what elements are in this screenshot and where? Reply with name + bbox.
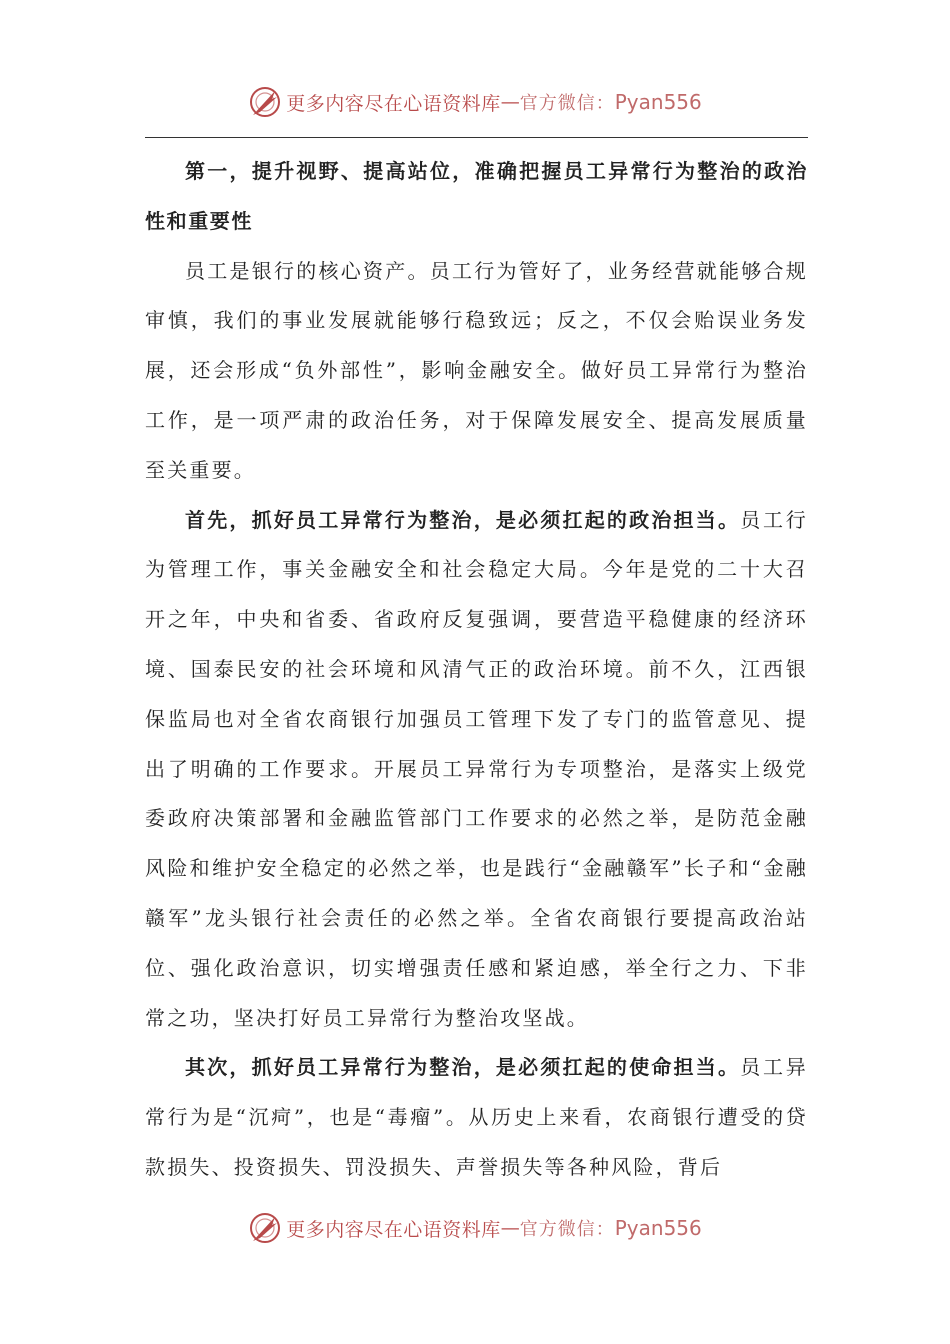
- paragraph-2-body: 员工行为管理工作，事关金融安全和社会稳定大局。今年是党的二十大召开之年，中央和省委、省政府反复强调，要营造平稳健康的经济环境、国泰民安的社会环境和风清气正的政治环境。前不久，江西银保监局也对全省农商银行加强员工管理下发了专门的监管意见、提出了明确的工作要求。开展员工异常行为专项整治，是落实上级党委政府决策部署和金融监管部门工作要求的必然之举，是防范金融风险和维护安全稳定的必然之举，也是践行“金融赣军”长子和“金融赣军”龙头银行社会责任的必然之举。全省农商银行要提高政治站位、强化政治意识，切实增强责任感和紧迫感，举全行之力、下非常之功，坚决打好员工异常行为整治攻坚战。: [145, 507, 809, 1030]
- paragraph-1: 员工是银行的核心资产。员工行为管好了，业务经营就能够合规审慎，我们的事业发展就能够行稳致远；反之，不仅会贻误业务发展，还会形成“负外部性”，影响金融安全。做好员工异常行为整治工作，是一项严肃的政治任务，对于保障发展安全、提高发展质量至关重要。: [145, 258, 808, 482]
- banner-wechat-label: 官方微信：: [519, 1219, 615, 1240]
- paragraph-2: [145, 496, 808, 1044]
- document-body: [145, 147, 808, 1193]
- paragraph-2-lead: 首先，抓好员工异常行为整治，是必须扛起的政治担当。: [185, 507, 741, 532]
- quill-logo-icon: [248, 1211, 282, 1245]
- banner-main-text: 更多内容尽在心语资料库: [286, 1218, 501, 1241]
- banner-separator: —: [500, 1217, 520, 1239]
- header-divider: [145, 137, 808, 138]
- banner-wechat-id: Pyan556: [614, 90, 702, 114]
- banner-wechat-id: Pyan556: [614, 1216, 702, 1240]
- paragraph-3: [145, 1043, 808, 1192]
- banner-wechat-label: 官方微信：: [519, 93, 615, 114]
- quill-logo-icon: [248, 85, 282, 119]
- banner-separator: —: [500, 91, 520, 113]
- banner-main-text: 更多内容尽在心语资料库: [286, 92, 501, 115]
- section-heading: 第一，提升视野、提高站位，准确把握员工异常行为整治的政治性和重要性: [145, 159, 808, 233]
- footer-watermark-banner: [0, 1208, 950, 1248]
- paragraph-3-body: 员工异常行为是“沉疴”，也是“毒瘤”。从历史上来看，农商银行遭受的贷款损失、投资损失、罚没损失、声誉损失等各种风险，背后: [145, 1055, 809, 1179]
- paragraph-3-lead: 其次，抓好员工异常行为整治，是必须扛起的使命担当。: [185, 1055, 741, 1080]
- header-watermark-banner: [0, 82, 950, 122]
